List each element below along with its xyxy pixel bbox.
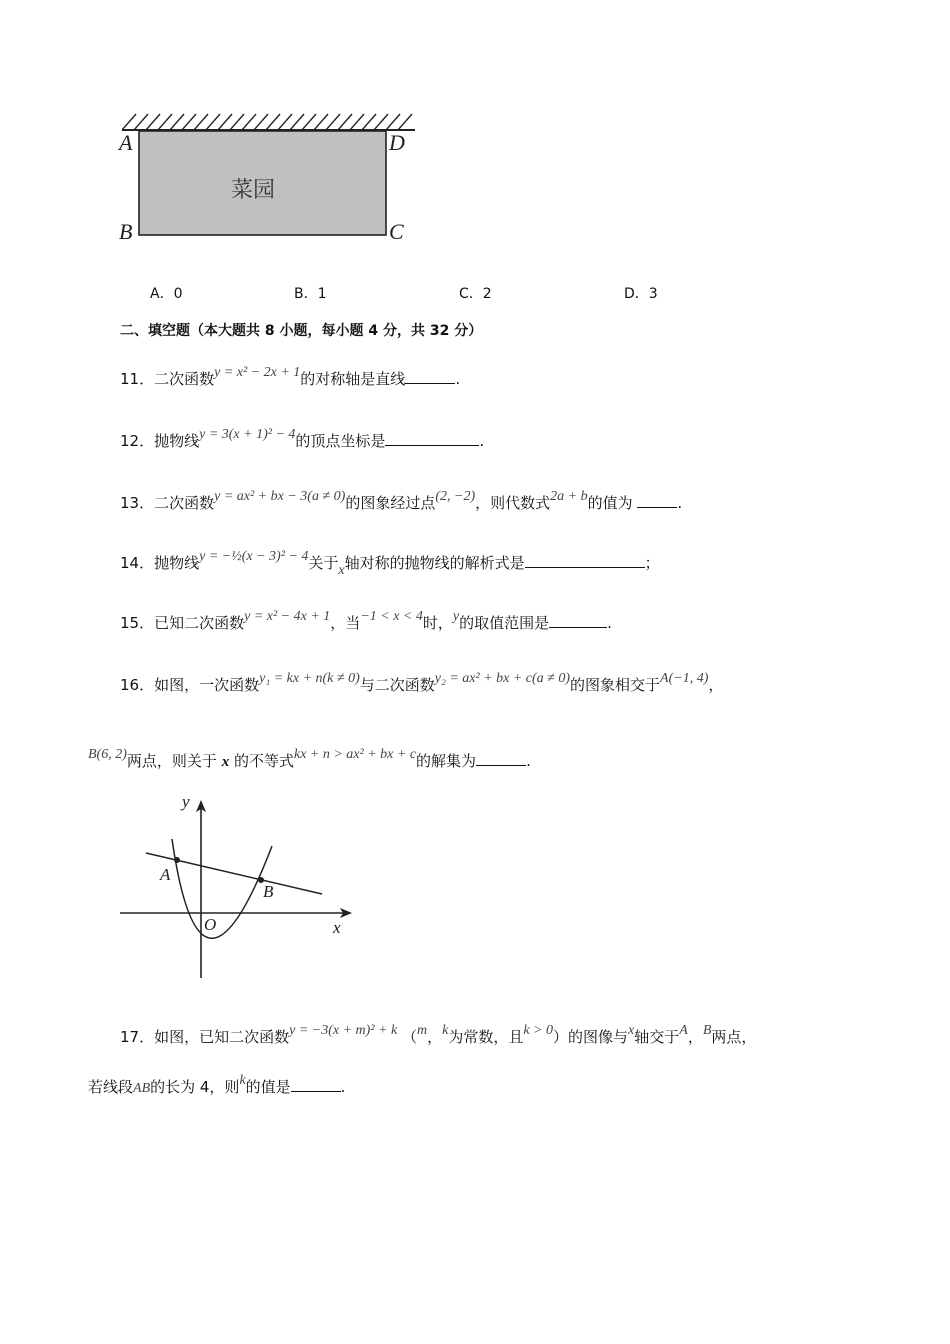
q16-inequality: kx + n > ax² + bx + c <box>293 747 417 762</box>
point-a-label: A <box>119 130 133 155</box>
q11-formula: y = x² − 2x + 1 <box>214 365 301 380</box>
y-axis-label: y <box>182 792 190 811</box>
question-13: 13．二次函数y = ax² + bx − 3(a ≠ 0)的图象经过点(2, −2)，则代数式2a + b的值为 . <box>120 489 683 512</box>
q12-answer-blank[interactable] <box>385 431 479 446</box>
q17-number: 17． <box>120 1028 155 1046</box>
q16-point-a: A(−1, 4) <box>660 671 709 686</box>
point-a-dot <box>174 857 180 863</box>
question-16: 16．如图，一次函数y₁ = kx + n(k ≠ 0)与二次函数y₂ = ax² + bx + c(a ≠ 0)的图象相交于A(−1, 4)， <box>120 671 724 694</box>
point-a-label: A <box>160 865 171 884</box>
origin-label: O <box>204 915 217 934</box>
q17-var-m: m <box>416 1023 428 1038</box>
q14-axis: x <box>338 563 345 578</box>
q17-formula: y = −3(x + m)² + k <box>289 1023 398 1038</box>
q16-number: 16． <box>120 676 155 694</box>
q13-answer-blank[interactable] <box>637 493 677 508</box>
question-16-cont: B(6, 2)两点，则关于 x 的不等式kx + n > ax² + bx + c的解集为 . <box>88 747 531 770</box>
question-17: 17．如图，已知二次函数y = −3(x + m)² + k （m，k为常数，且k > 0）的图像与x轴交于A，B两点， <box>120 1023 757 1046</box>
q15-range: −1 < x < 4 <box>360 609 423 624</box>
q17-var-k: k <box>442 1023 449 1038</box>
q17-var-k2: k <box>239 1073 246 1088</box>
question-15: 15．已知二次函数y = x² − 4x + 1，当−1 < x < 4时，y的取值范围是 . <box>120 609 612 632</box>
q12-number: 12． <box>120 432 155 450</box>
question-11: 11．二次函数y = x² − 2x + 1的对称轴是直线 . <box>120 365 461 388</box>
q15-formula: y = x² − 4x + 1 <box>244 609 331 624</box>
q14-formula: y = −½(x − 3)² − 4 <box>199 549 309 564</box>
option-b: B．1 <box>294 286 327 302</box>
q17-point-a: A <box>679 1023 688 1038</box>
q16-linear-formula: y₁ = kx + n(k ≠ 0) <box>259 671 360 686</box>
q13-formula: y = ax² + bx − 3(a ≠ 0) <box>214 489 346 504</box>
q17-point-b: B <box>702 1023 712 1038</box>
x-axis-label: x <box>333 918 341 937</box>
q15-answer-blank[interactable] <box>549 613 607 628</box>
q14-answer-blank[interactable] <box>525 553 645 568</box>
q13-expression: 2a + b <box>550 489 588 504</box>
q16-quadratic-formula: y₂ = ax² + bx + c(a ≠ 0) <box>434 671 571 686</box>
parabola-curve <box>172 839 272 938</box>
point-d-label: D <box>389 130 405 155</box>
q12-formula: y = 3(x + 1)² − 4 <box>199 427 296 442</box>
garden-label: 菜园 <box>231 178 276 203</box>
q16-answer-blank[interactable] <box>476 751 526 766</box>
q13-number: 13． <box>120 494 155 512</box>
point-b-label: B <box>263 882 274 901</box>
question-17-cont: 若线段AB的长为 4，则k的值是 . <box>88 1073 346 1096</box>
q13-point: (2, −2) <box>435 489 476 504</box>
graph-figure <box>112 792 362 982</box>
q15-number: 15． <box>120 614 155 632</box>
q17-segment: AB <box>133 1081 151 1096</box>
q17-condition: k > 0 <box>523 1023 554 1038</box>
question-12: 12．抛物线y = 3(x + 1)² − 4的顶点坐标是 . <box>120 427 485 450</box>
question-14: 14．抛物线y = −½(x − 3)² − 4关于x轴对称的抛物线的解析式是 ； <box>120 549 660 578</box>
q14-number: 14． <box>120 554 155 572</box>
q15-var-y: y <box>452 609 460 624</box>
section-heading: 二、填空题（本大题共 8 小题，每小题 4 分，共 32 分） <box>120 323 483 339</box>
q17-axis: x <box>628 1023 635 1038</box>
q16-point-b: B(6, 2) <box>88 747 127 762</box>
wall-hatching <box>122 114 412 130</box>
option-a: A．0 <box>150 286 183 302</box>
point-c-label: C <box>389 219 404 244</box>
q17-answer-blank[interactable] <box>291 1077 341 1092</box>
option-d: D．3 <box>624 286 658 302</box>
q11-number: 11． <box>120 370 155 388</box>
linear-function-line <box>146 853 322 894</box>
point-b-label: B <box>119 219 133 244</box>
option-c: C．2 <box>459 286 492 302</box>
q11-answer-blank[interactable] <box>405 369 455 384</box>
